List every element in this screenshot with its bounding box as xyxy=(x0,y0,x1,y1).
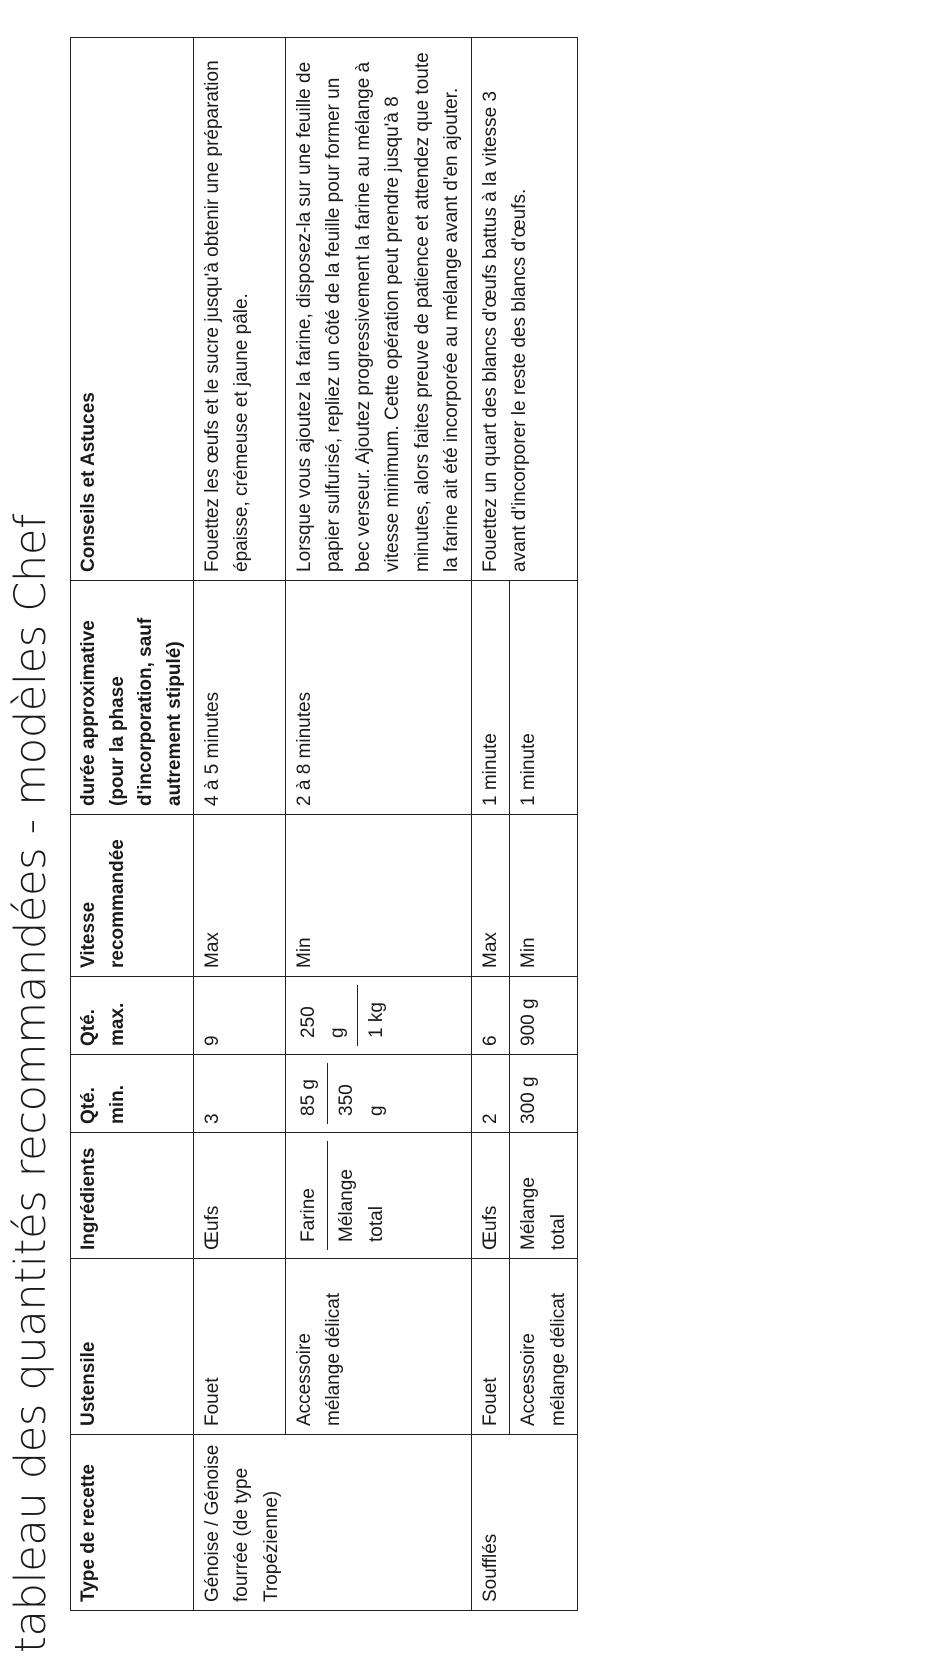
header-duree: durée approximative (pour la phase d'incorporation, sauf autrement stipulé) xyxy=(71,581,194,815)
recipe-type-cell: Génoise / Génoise fourrée (de type Tropézienne) xyxy=(194,1435,472,1611)
conseils-cell: Lorsque vous ajoutez la farine, disposez-la sur une feuille de papier sulfurisé, repliez un côté de la feuille pour former un bec verseur. Ajoutez progressivement la farine au mélange à vitesse minimum. Cette opération peut prendre jusqu'à 8 minutes, alors faites preuve de patience et attendez que toute la farine ait été incorporée au mélange avant d'en ajouter. xyxy=(286,38,472,581)
table-row xyxy=(286,38,472,1611)
header-ingredients: Ingrédients xyxy=(71,1133,194,1259)
duree-cell: 4 à 5 minutes xyxy=(194,581,286,815)
duree-cell: 2 à 8 minutes xyxy=(286,581,472,815)
ingredient-melange-total: Mélange total xyxy=(327,1141,395,1250)
qte-max-melange: 1 kg xyxy=(357,985,395,1046)
ingredients-cell: Mélange total xyxy=(510,1133,578,1259)
ingredients-split-cell xyxy=(286,1133,472,1259)
qte-max-split-cell xyxy=(286,977,472,1055)
qte-min-melange: 350 g xyxy=(327,1063,395,1124)
qte-max-cell: 900 g xyxy=(510,977,578,1055)
ingredients-cell: Œufs xyxy=(471,1133,509,1259)
qte-max-farine: 250 g xyxy=(298,1006,349,1038)
header-vitesse: Vitesse recommandée xyxy=(71,815,194,977)
ustensile-cell: Fouet xyxy=(471,1259,509,1435)
header-type: Type de recette xyxy=(71,1435,194,1611)
qte-min-farine: 85 g xyxy=(298,1079,319,1116)
conseils-cell: Fouettez un quart des blancs d'œufs battus à la vitesse 3 avant d'incorporer le reste des blancs d'œufs. xyxy=(471,38,577,581)
header-qte-max: Qté. max. xyxy=(71,977,194,1055)
recipe-quantities-table xyxy=(70,37,578,1611)
conseils-cell: Fouettez les œufs et le sucre jusqu'à obtenir une préparation épaisse, crémeuse et jaune pâle. xyxy=(194,38,286,581)
qte-min-cell: 300 g xyxy=(510,1055,578,1133)
table-row xyxy=(471,38,509,1611)
header-ustensile: Ustensile xyxy=(71,1259,194,1435)
ustensile-cell: Fouet xyxy=(194,1259,286,1435)
duree-cell: 1 minute xyxy=(471,581,509,815)
table-row xyxy=(194,38,286,1611)
ustensile-cell: Accessoire mélange délicat xyxy=(286,1259,472,1435)
qte-min-cell: 2 xyxy=(471,1055,509,1133)
qte-max-cell: 6 xyxy=(471,977,509,1055)
ingredients-cell: Œufs xyxy=(194,1133,286,1259)
vitesse-cell: Min xyxy=(286,815,472,977)
ingredient-farine: Farine xyxy=(298,1188,319,1242)
qte-min-split-cell xyxy=(286,1055,472,1133)
header-conseils: Conseils et Astuces xyxy=(71,38,194,581)
vitesse-cell: Max xyxy=(471,815,509,977)
page-title: tableau des quantités recommandées - modèles Chef xyxy=(6,514,56,1653)
header-qte-min: Qté. min. xyxy=(71,1055,194,1133)
qte-min-cell: 3 xyxy=(194,1055,286,1133)
recipe-type-cell: Soufflés xyxy=(471,1435,577,1611)
vitesse-cell: Max xyxy=(194,815,286,977)
header-row xyxy=(71,38,194,1611)
qte-max-cell: 9 xyxy=(194,977,286,1055)
vitesse-cell: Min xyxy=(510,815,578,977)
ustensile-cell: Accessoire mélange délicat xyxy=(510,1259,578,1435)
duree-cell: 1 minute xyxy=(510,581,578,815)
